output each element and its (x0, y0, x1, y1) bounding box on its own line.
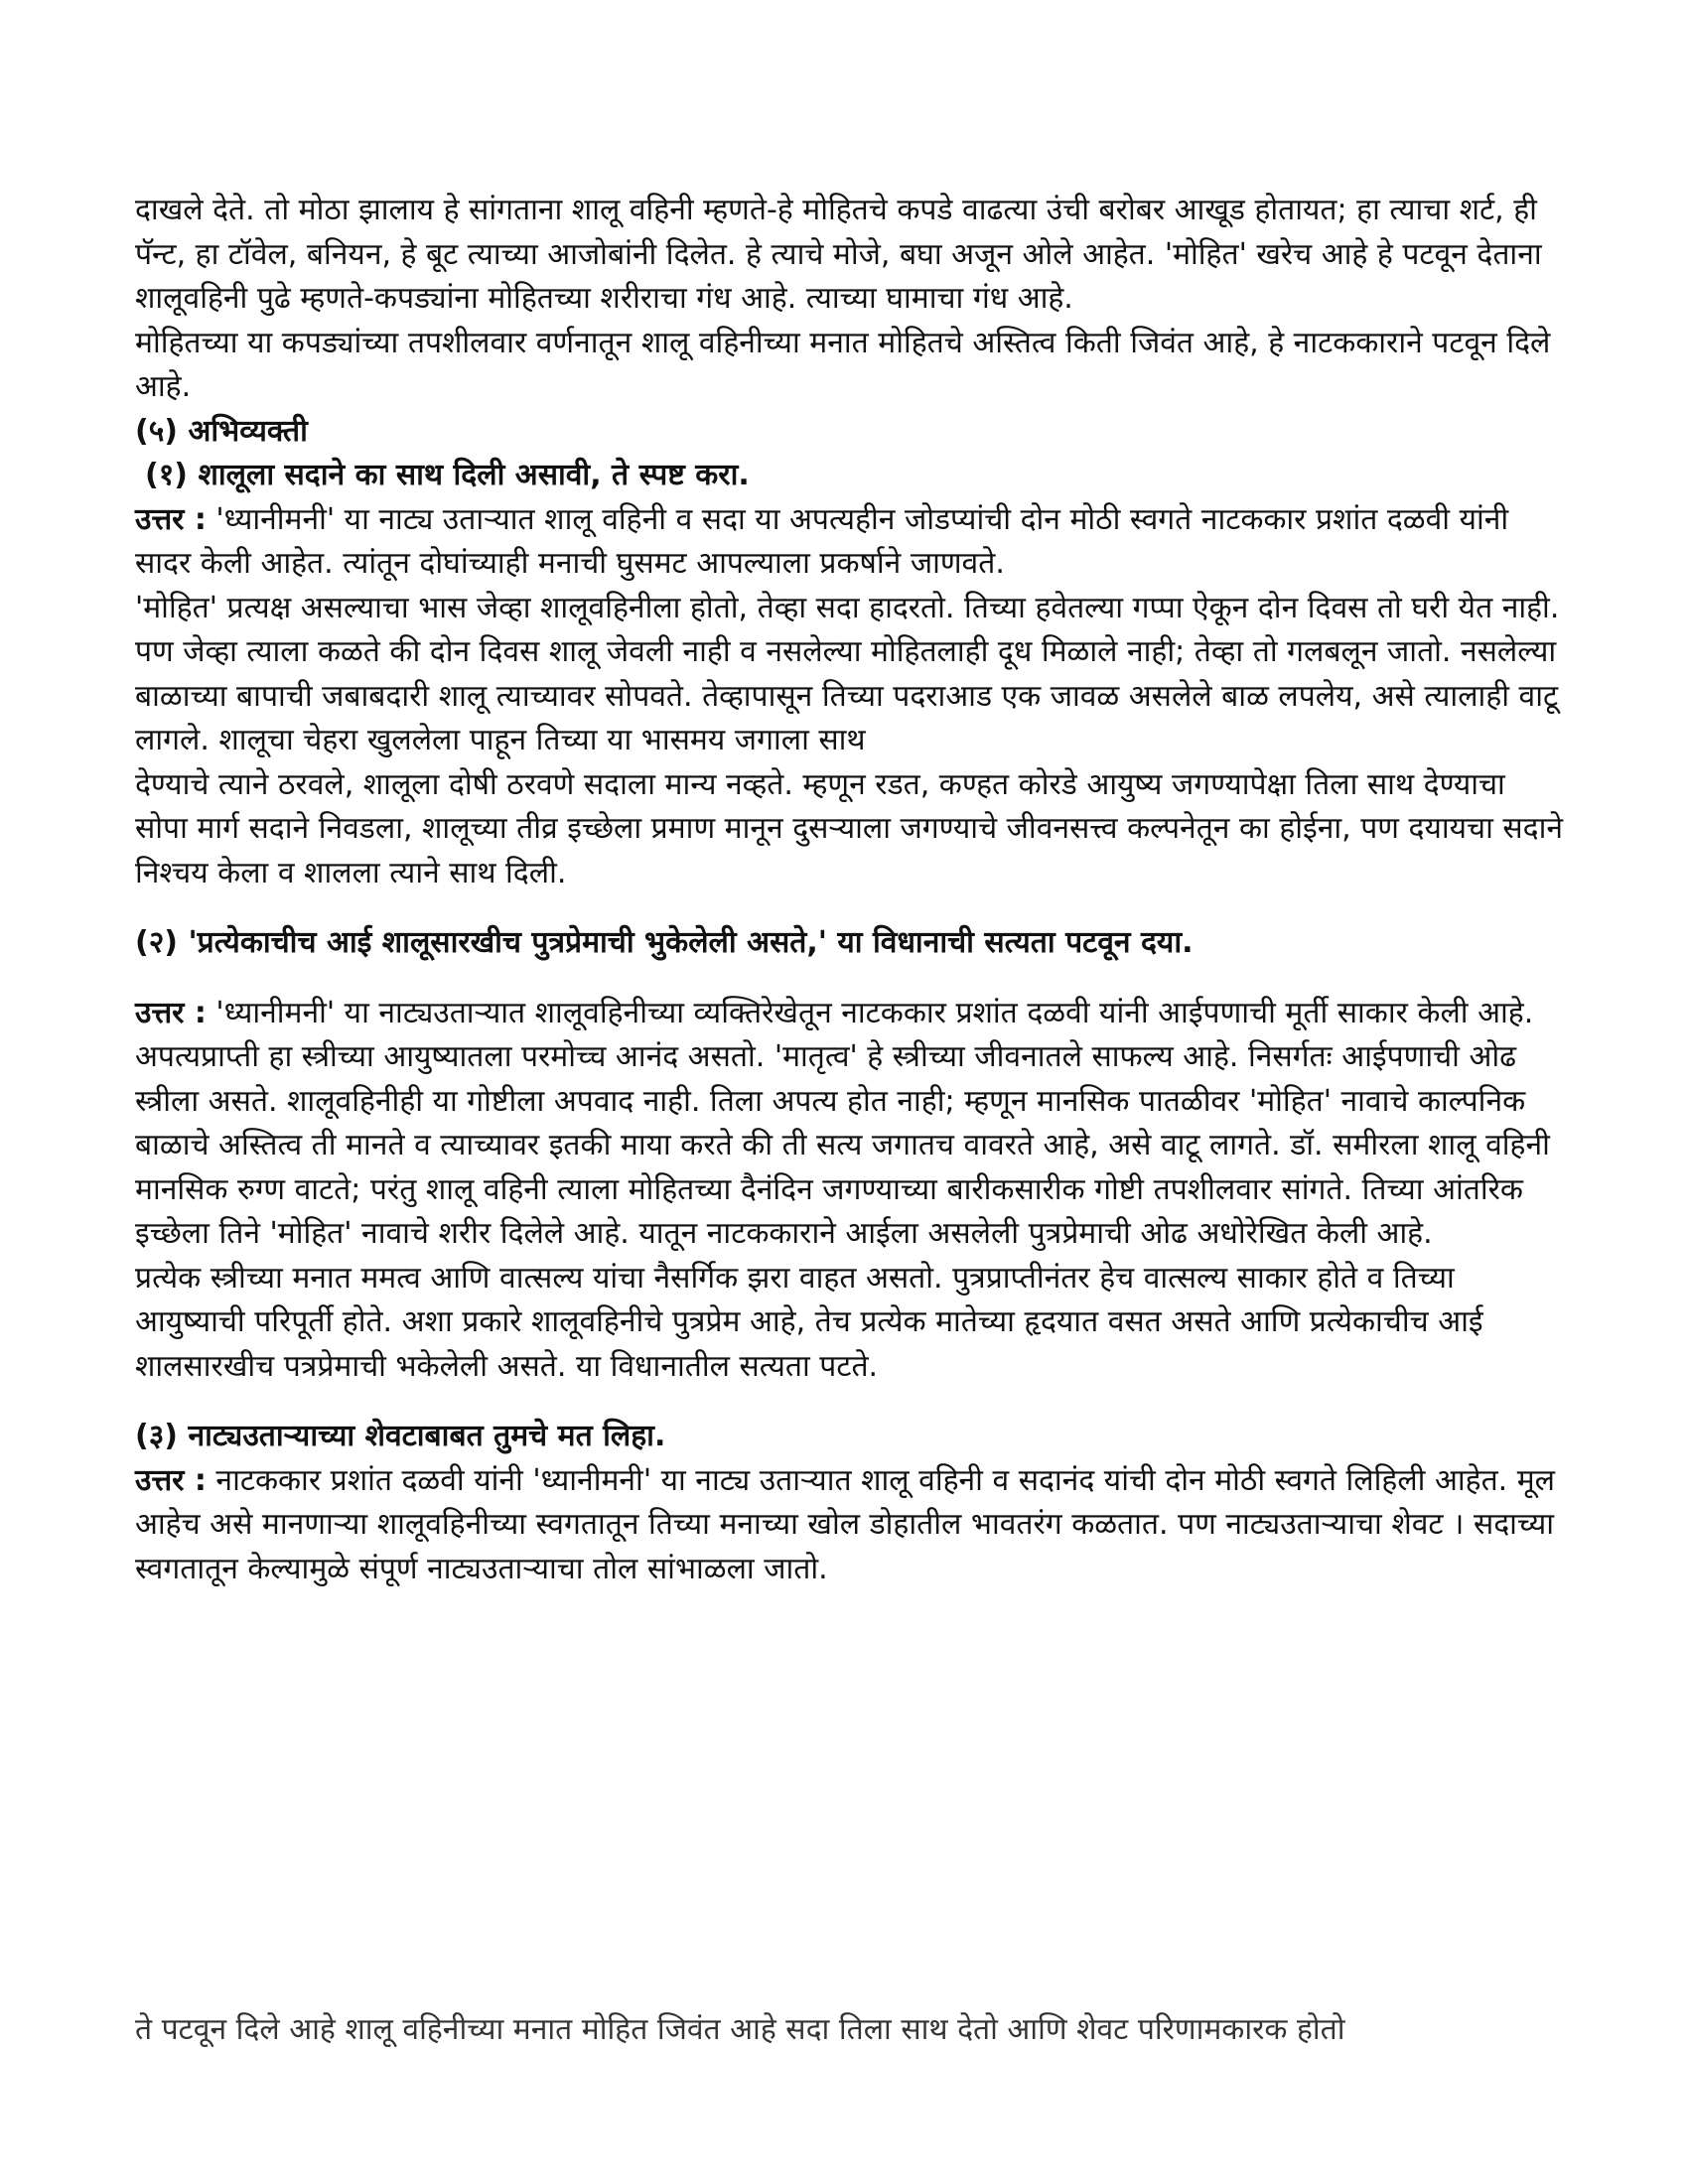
intro-para-2: मोहितच्या या कपड्यांच्या तपशीलवार वर्णनातून शालू वहिनीच्या मनात मोहितचे अस्तित्व किती जिवंत आहे, हे नाटककाराने पटवून दिले आहे. (135, 325, 1551, 404)
answer-1-para-1 (135, 498, 1565, 587)
document-page (135, 189, 1565, 1591)
answer-1-text: 'ध्यानीमनी' या नाट्य उताऱ्यात शालू वहिनी व सदा या अपत्यहीन जोडप्यांची दोन मोठी स्वगते नाटककार प्रशांत दळवी यांनी सादर केली आहेत. त्यांतून दोघांच्याही मनाची घुसमट आपल्याला प्रकर्षाने जाणवते. (135, 501, 1509, 581)
answer-3-para-1 (135, 1459, 1565, 1592)
answer-2-para-1 (135, 992, 1565, 1257)
answer-label: उत्तर : (135, 995, 207, 1030)
answer-1-para-2: 'मोहित' प्रत्यक्ष असल्याचा भास जेव्हा शालूवहिनीला होतो, तेव्हा सदा हादरतो. तिच्या हवेतल्या गप्पा ऐकून दोन दिवस तो घरी येत नाही. पण जेव्हा त्याला कळते की दोन दिवस शालू जेवली नाही व नसलेल्या मोहितलाही दूध मिळाले नाही; तेव्हा तो गलबलून जातो. नसलेल्या बाळाच्या बापाची जबाबदारी शालू त्याच्यावर सोपवते. तेव्हापासून तिच्या पदराआड एक जावळ असलेले बाळ लपलेय, असे त्यालाही वाटू लागले. शालूचा चेहरा खुललेला पाहून तिच्या या भासमय जगाला साथ (135, 590, 1560, 757)
cut-off-text-line: ते पटवून दिले आहे शालू वहिनीच्या मनात मोहित जिवंत आहे सदा तिला साथ देतो आणि शेवट परिणामकारक होतो (135, 2012, 1345, 2047)
answer-2-para-2: प्रत्येक स्त्रीच्या मनात ममत्व आणि वात्सल्य यांचा नैसर्गिक झरा वाहत असतो. पुत्रप्राप्तीनंतर हेच वात्सल्य साकार होते व तिच्या आयुष्याची परिपूर्ती होते. अशा प्रकारे शालूवहिनीचे पुत्रप्रेम आहे, तेच प्रत्येक मातेच्या हृदयात वसत असते आणि प्रत्येकाचीच आई शालसारखीच पत्रप्रेमाची भकेलेली असते. या विधानातील सत्यता पटते. (135, 1260, 1483, 1384)
answer-label: उत्तर : (135, 1462, 207, 1498)
intro-para-1: दाखले देते. तो मोठा झालाय हे सांगताना शालू वहिनी म्हणते-हे मोहितचे कपडे वाढत्या उंची बरोबर आखूड होतायत; हा त्याचा शर्ट, ही पॅन्ट, हा टॉवेल, बनियन, हे बूट त्याच्या आजोबांनी दिलेत. हे त्याचे मोजे, बघा अजून ओले आहेत. 'मोहित' खरेच आहे हे पटवून देताना शालूवहिनी पुढे म्हणते-कपड्यांना मोहितच्या शरीराचा गंध आहे. त्याच्या घामाचा गंध आहे. (135, 193, 1542, 316)
answer-1-para-3: देण्याचे त्याने ठरवले, शालूला दोषी ठरवणे सदाला मान्य नव्हते. म्हणून रडत, कण्हत कोरडे आयुष्य जगण्यापेक्षा तिला साथ देण्याचा सोपा मार्ग सदाने निवडला, शालूच्या तीव्र इच्छेला प्रमाण मानून दुसऱ्याला जगण्याचे जीवनसत्त्व कल्पनेतून का होईना, पण दयायचा सदाने निश्चय केला व शालला त्याने साथ दिली. (135, 766, 1564, 890)
section-heading: (५) अभिव्यक्ती (135, 413, 308, 449)
answer-3-text: नाटककार प्रशांत दळवी यांनी 'ध्यानीमनी' या नाट्य उताऱ्यात शालू वहिनी व सदानंद यांची दोन मोठी स्वगते लिहिली आहेत. मूल आहेच असे मानणाऱ्या शालूवहिनीच्या स्वगतातून तिच्या मनाच्या खोल डोहातील भावतरंग कळतात. पण नाट्यउताऱ्याचा शेवट । सदाच्या स्वगतातून केल्यामुळे संपूर्ण नाट्यउताऱ्याचा तोल सांभाळला जातो. (135, 1462, 1556, 1586)
answer-label: उत्तर : (135, 501, 207, 537)
question-1-heading: (१) शालूला सदाने का साथ दिली असावी, ते स्पष्ट करा. (145, 458, 750, 492)
answer-2-text: 'ध्यानीमनी' या नाट्यउताऱ्यात शालूवहिनीच्या व्यक्तिरेखेतून नाटककार प्रशांत दळवी यांनी आईपणाची मूर्ती साकार केली आहे. अपत्यप्राप्ती हा स्त्रीच्या आयुष्यातला परमोच्च आनंद असतो. 'मातृत्व' हे स्त्रीच्या जीवनातले साफल्य आहे. निसर्गतः आईपणाची ओढ स्त्रीला असते. शालूवहिनीही या गोष्टीला अपवाद नाही. तिला अपत्य होत नाही; म्हणून मानसिक पातळीवर 'मोहित' नावाचे काल्पनिक बाळाचे अस्तित्व ती मानते व त्याच्यावर इतकी माया करते की ती सत्य जगातच वावरते आहे, असे वाटू लागते. डॉ. समीरला शालू वहिनी मानसिक रुग्ण वाटते; परंतु शालू वहिनी त्याला मोहितच्या दैनंदिन जगण्याच्या बारीकसारीक गोष्टी तपशीलवार सांगते. तिच्या आंतरिक इच्छेला तिने 'मोहित' नावाचे शरीर दिलेले आहे. यातून नाटककाराने आईला असलेली पुत्रप्रेमाची ओढ अधोरेखित केली आहे. (135, 995, 1550, 1251)
question-2-heading: (२) 'प्रत्येकाचीच आई शालूसारखीच पुत्रप्रेमाची भुकेलेली असते,' या विधानाची सत्यता पटवून दया. (135, 925, 1194, 960)
question-3-heading: (३) नाट्यउताऱ्याच्या शेवटाबाबत तुमचे मत लिहा. (135, 1419, 666, 1453)
